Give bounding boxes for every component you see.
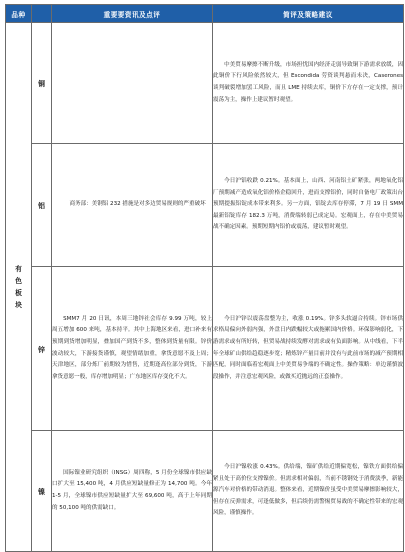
news-aluminum: 商务部：美钢铝 232 措施是对多边贸易规则的严重破坏 bbox=[52, 144, 213, 267]
header-news: 重要要资讯及点评 bbox=[52, 5, 213, 23]
table-header-row bbox=[6, 5, 404, 23]
news-copper bbox=[52, 23, 213, 144]
news-nickel: 国际镍业研究组织（INSG）周四称，5 月份全球镍市供应缺口扩大至 15,400 吨，4 月供应短缺量修正为 14,700 吨。今年 1-5 月，全球镍市供应短缺量扩大至 69,600 吨，高于上年同期的 50,100 吨的供需缺口。 bbox=[52, 431, 213, 552]
row-aluminum bbox=[6, 144, 404, 267]
comment-aluminum: 今日沪铝收跌 0.21%。基本面上，山西、河南铝土矿紧张，两地氧化铝厂预期减产造成氧化铝价格企稳回升，进而支撑铝价，同时自备电厂政策出台预期提振铝锭成本带来利多。另一方面，铝锭去库存停滞，7 月 19 日 SMM 最新铝锭库存 182.3 万吨，消费端转弱已成定局。宏观面上，存在中美贸易战不确定因素。预期短期内铝价或震荡，建议暂时观望。 bbox=[213, 144, 404, 267]
commodity-report-table bbox=[5, 4, 404, 552]
header-category: 品种 bbox=[6, 5, 32, 23]
news-zinc: SMM7 月 20 日讯，本周三地锌社会库存 9.99 万吨，较上周五增加 600 来吨，基本持平。其中上海地区来看，进口补来有预期到货增加明显，叠加国产到货不多，整体到货量有限。锌价波动较大，下游接货谨慎，观望情绪加重，拿货意愿不及上周；天津地区，部分炼厂前期较为惜售，近期逢高位部分到货，下游拿货意愿一般，库存增加明显；广东地区库存变化不大。 bbox=[52, 267, 213, 431]
row-nickel bbox=[6, 431, 404, 552]
metal-aluminum: 铝 bbox=[32, 144, 52, 267]
row-copper bbox=[6, 23, 404, 144]
metal-zinc: 锌 bbox=[32, 267, 52, 431]
comment-nickel: 今日沪镍收涨 0.43%。供给端，镍矿供给近期偏宽松，镍铁方面供给偏紧且处于高价位支撑镍价。但需求相对偏弱，当前不锈钢处于消费淡季，新能源汽车对价格的带动消退。整体来看，近期镍价虽受中美贸易摩擦影响较大，但存在反弹需求，可逢低做多，但后续仍需警惕贸易战的不确定性带来的宏观风险，谨慎操作。 bbox=[213, 431, 404, 552]
row-zinc bbox=[6, 267, 404, 431]
metal-nickel: 镍 bbox=[32, 431, 52, 552]
sector-label: 有色板块 bbox=[6, 23, 32, 552]
header-comment: 简评及策略建议 bbox=[213, 5, 404, 23]
comment-copper: 中美贸易摩擦不断升级，市场担忧国内经济走弱导致铜下游需求放缓，因此铜价下行风险依然较大，但 Escondida 劳资谈判悬而未决，Caserones 谈判破裂增加罢工风险，而且 LME 持续去库，铜价下方存在一定支撑，预计震荡为主，操作上建议暂时观望。 bbox=[213, 23, 404, 144]
comment-zinc: 今日沪锌以震荡盘整为主，收涨 0.19%。锌多头软逼合持续。锌市场供求格局偏向外弱内强，外盘日内跌幅较大或拖累国内价格。环保影响弱化，下游需求或有所好转，但贸易战持续发酵对需求或有负面影响。从中线看，下半年全球矿山供给趋稳逐步宽；精炼锌产量目前并没有与此前市场的减产预期相匹配，同时面临着宏观面上中美贸易争端的不确定性。操作策略：单边谨慎波段操作，并注意宏观风险，或做买近抛远的正套操作。 bbox=[213, 267, 404, 431]
metal-copper: 铜 bbox=[32, 23, 52, 144]
header-spacer bbox=[32, 5, 52, 23]
